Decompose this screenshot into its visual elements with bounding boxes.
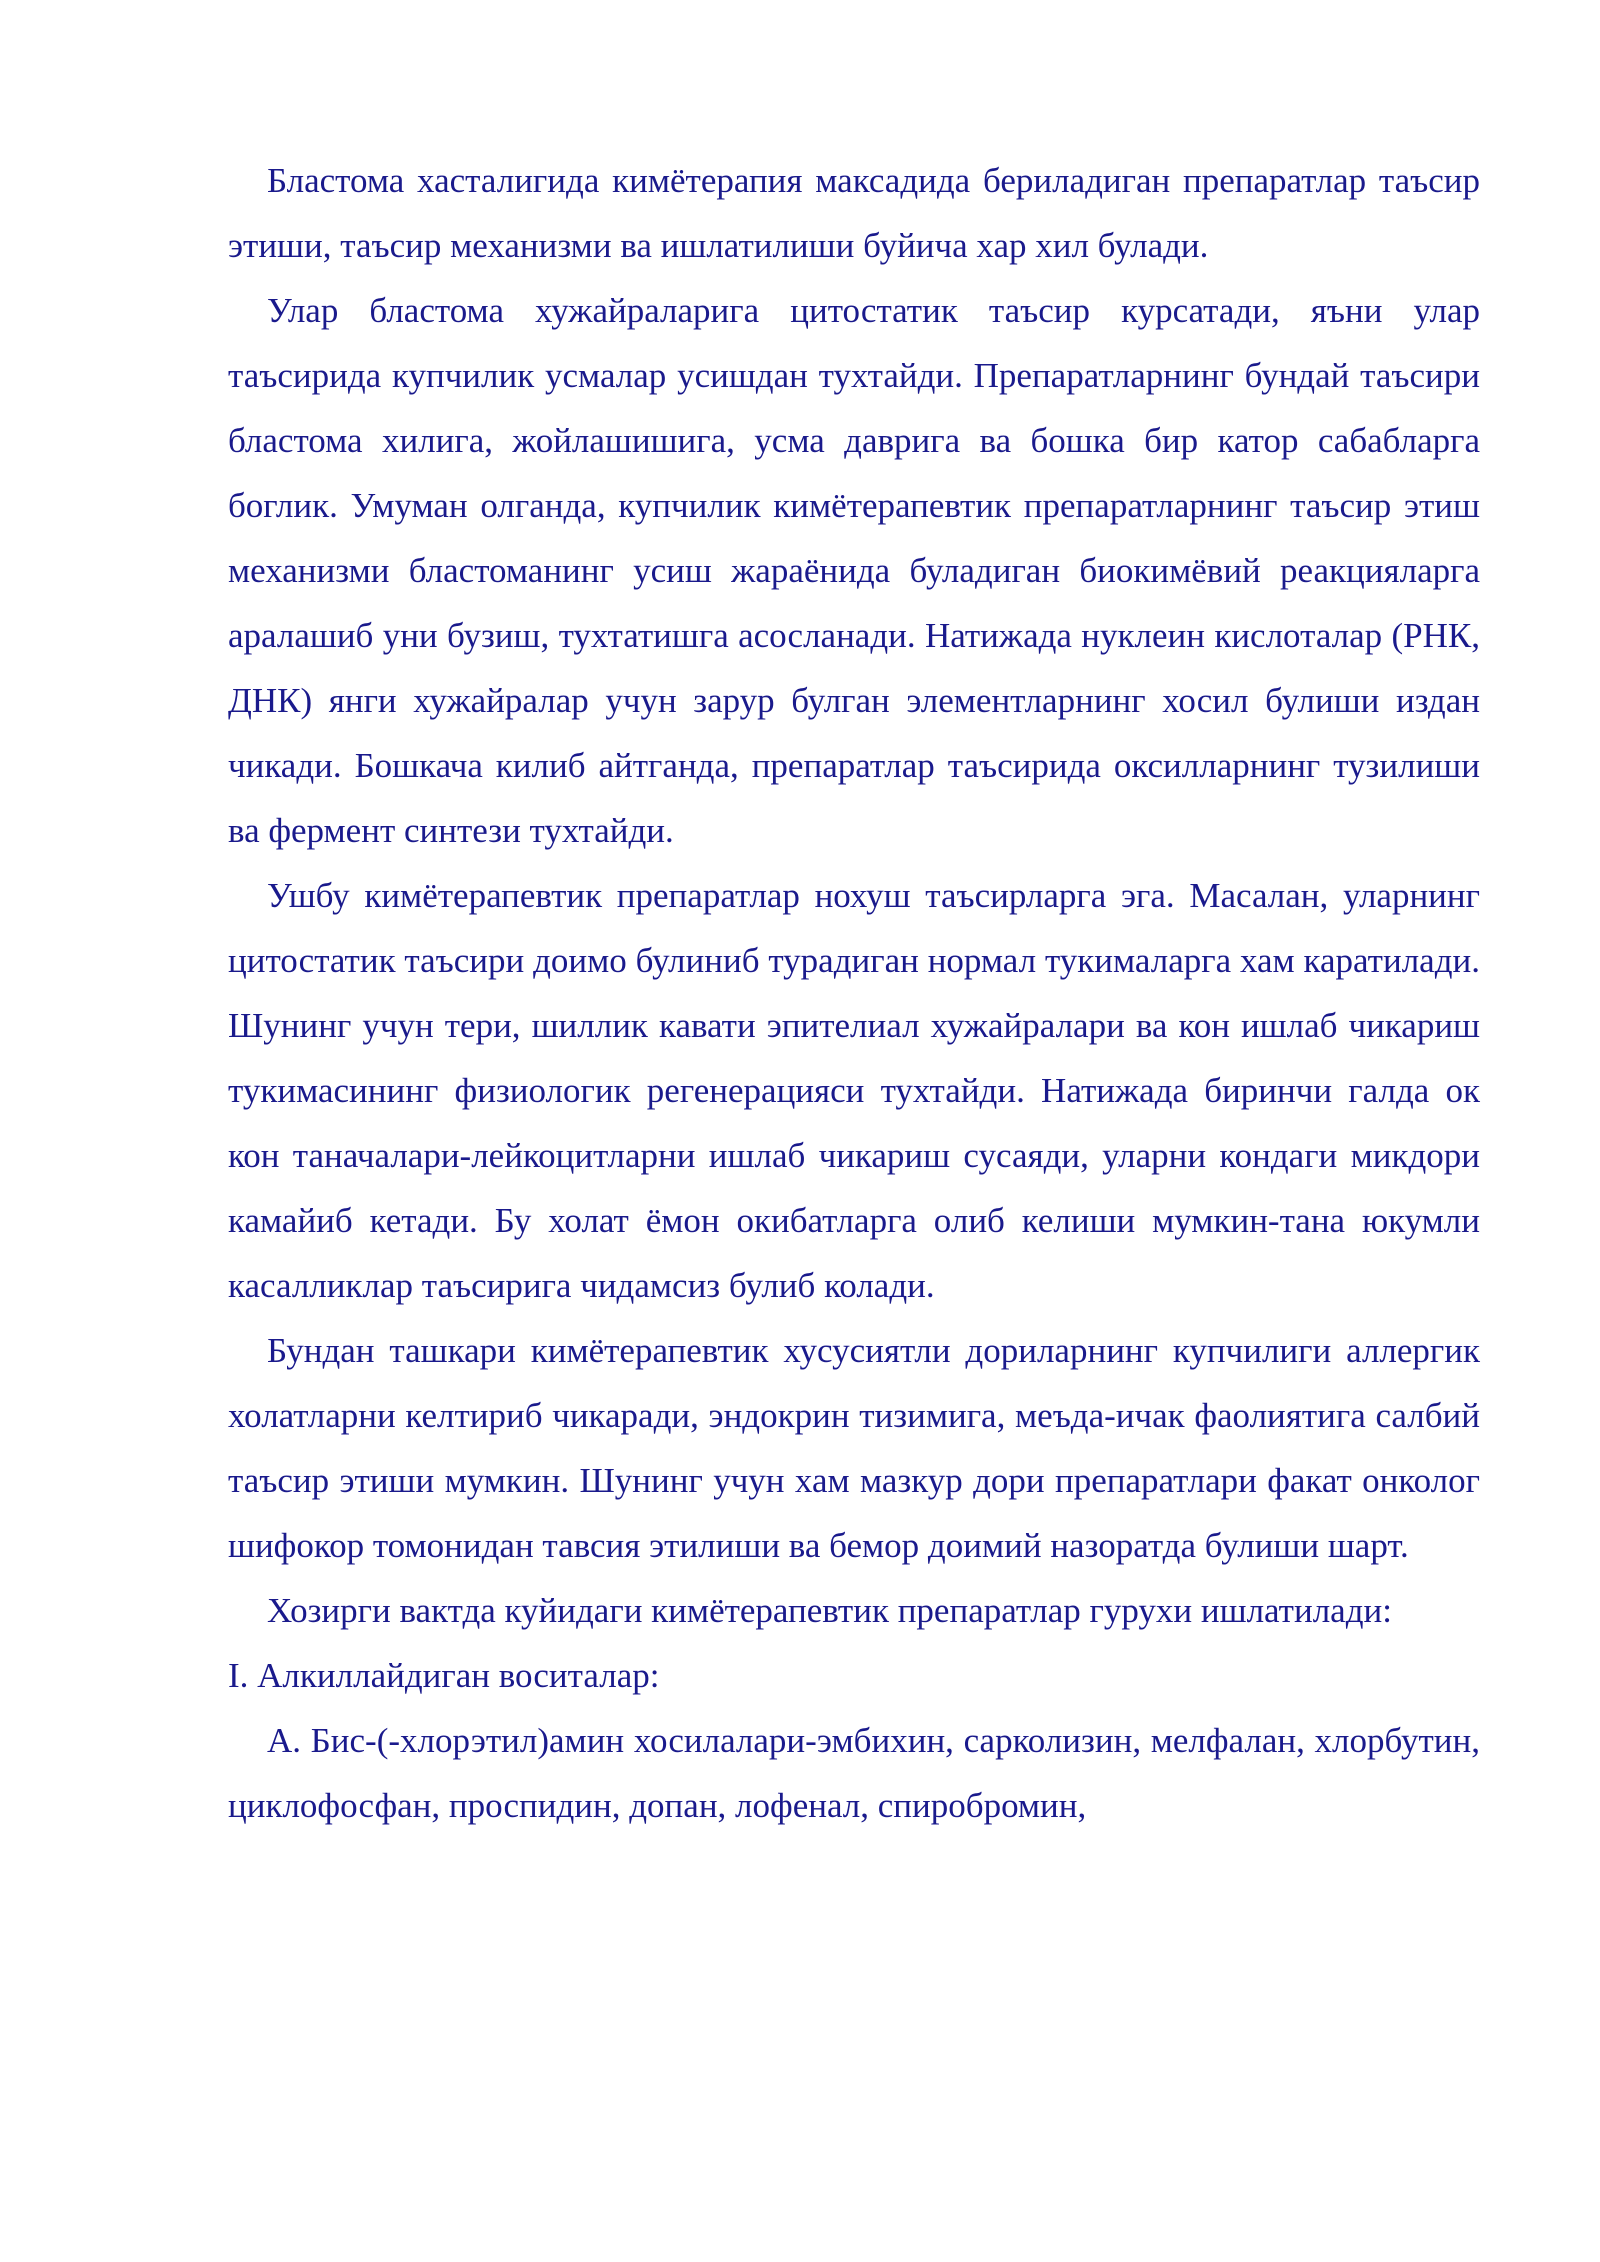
paragraph-groups-heading: Хозирги вактда куйидаги кимётерапевтик препаратлар гурухи ишлатилади: <box>267 1591 1392 1630</box>
list-heading-alkylating: I. Алкиллайдиган воситалар: <box>228 1656 660 1695</box>
document-body <box>228 148 1480 1838</box>
paragraph-side-effects: Ушбу кимётерапевтик препаратлар нохуш таъсирларга эга. Масалан, уларнинг цитостатик таъсири доимо булиниб турадиган нормал тукималарга хам каратилади. Шунинг учун тери, шиллик кавати эпителиал хужайралари ва кон ишлаб чикариш тукимасининг физиологик регенерацияси тухтайди. Натижада биринчи галда ок кон таначалари-лейкоцитларни ишлаб чикариш сусаяди, уларни кондаги микдори камайиб кетади. Бу холат ёмон окибатларга олиб келиши мумкин-тана юкумли касалликлар таъсирига чидамсиз булиб колади. <box>228 876 1480 1305</box>
paragraph-allergic-effects: Бундан ташкари кимётерапевтик хусусиятли дориларнинг купчилиги аллергик холатларни келтириб чикаради, эндокрин тизимига, меъда-ичак фаолиятига салбий таъсир этиши мумкин. Шунинг учун хам мазкур дори препаратлари факат онколог шифокор томонидан тавсия этилиши ва бемор доимий назоратда булиши шарт. <box>228 1331 1480 1565</box>
list-item-a: А. Бис-(-хлорэтил)амин хосилалари-эмбихин, сарколизин, мелфалан, хлорбутин, циклофосфан, проспидин, допан, лофенал, спиробромин, <box>228 1721 1480 1825</box>
paragraph-intro: Бластома хасталигида кимётерапия максадида бериладиган препаратлар таъсир этиши, таъсир механизми ва ишлатилиши буйича хар хил булади. <box>228 161 1480 265</box>
paragraph-cytostatic-effect: Улар бластома хужайраларига цитостатик таъсир курсатади, яъни улар таъсирида купчилик усмалар усишдан тухтайди. Препаратларнинг бундай таъсири бластома хилига, жойлашишига, усма даврига ва бошка бир катор сабабларга боглик. Умуман олганда, купчилик кимётерапевтик препаратларнинг таъсир этиш механизми бластоманинг усиш жараёнида буладиган биокимёвий реакцияларга аралашиб уни бузиш, тухтатишга асосланади. Натижада нуклеин кислоталар (РНК, ДНК) янги хужайралар учун зарур булган элементларнинг хосил булиши издан чикади. Бошкача килиб айтганда, препаратлар таъсирида оксилларнинг тузилиши ва фермент синтези тухтайди. <box>228 291 1480 850</box>
